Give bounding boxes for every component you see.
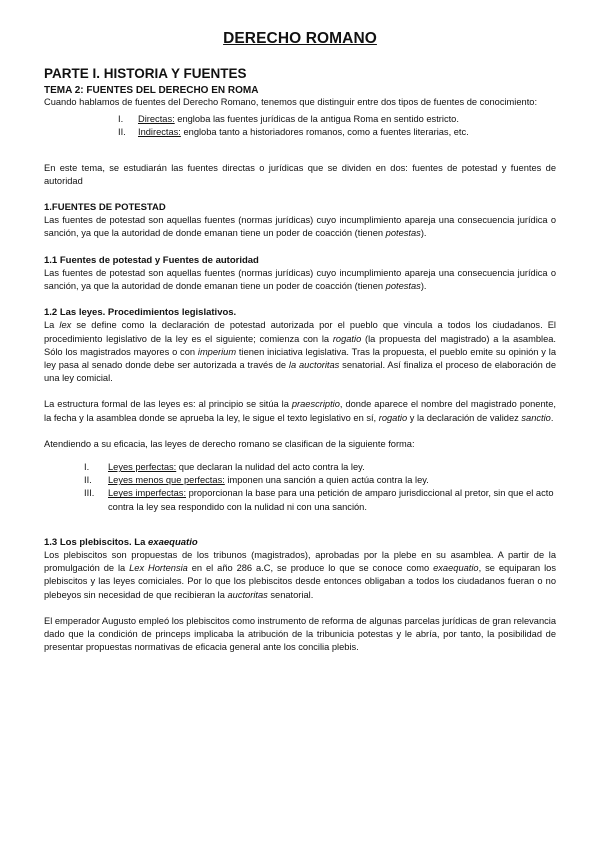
- list-term: Indirectas:: [138, 127, 181, 138]
- list-term: Leyes perfectas:: [108, 462, 177, 473]
- list-number: II.: [118, 127, 126, 138]
- intro-paragraph: Cuando hablamos de fuentes del Derecho Romano, tenemos que distinguir entre dos tipos de fuentes de conocimiento:: [44, 97, 538, 107]
- list-text: que declaran la nulidad del acto contra la ley.: [176, 462, 365, 473]
- list-text: proporcionan la base para una petición de amparo jurisdiccional al pretor, sin que el acto contra la ley sea respondido con la nulidad ni con una sanción.: [108, 488, 554, 512]
- section-1-paragraph: Las fuentes de potestad son aquellas fuentes (normas jurídicas) cuyo incumplimiento apareja una consecuencia jurídica o sanción, ya que la autoridad de donde emanan tiene un poder de coacción (tienen potestas).: [44, 215, 556, 239]
- list-text: imponen una sanción a quien actúa contra la ley.: [224, 475, 429, 486]
- section-1-1-paragraph: Las fuentes de potestad son aquellas fuentes (normas jurídicas) cuyo incumplimiento apareja una consecuencia jurídica o sanción, ya que la autoridad de donde emanan tiene un poder de coacción (tienen potestas).: [44, 267, 556, 292]
- list-text: engloba las fuentes jurídicas de la antigua Roma en sentido estricto.: [174, 114, 459, 125]
- list-item: [84, 461, 556, 474]
- list-item: [118, 113, 556, 126]
- list-number: III.: [84, 488, 95, 499]
- tema-scope-paragraph: En este tema, se estudiarán las fuentes directas o jurídicas que se dividen en dos: fuentes de potestad y fuentes de autoridad: [44, 162, 556, 186]
- document-page: [44, 30, 556, 655]
- section-title-1-1: 1.1 Fuentes de potestad y Fuentes de autoridad: [44, 254, 259, 266]
- section-title-1-3: 1.3 Los plebiscitos. La exaequatio: [44, 536, 198, 548]
- section-title-1: 1.FUENTES DE POTESTAD: [44, 202, 166, 214]
- section-1-2-paragraph-3: Atendiendo a su eficacia, las leyes de derecho romano se clasifican de la siguiente forma:: [44, 438, 415, 449]
- section-1-2-paragraph-2: La estructura formal de las leyes es: al principio se sitúa la praescriptio, donde aparece el nombre del magistrado ponente, la fecha y la asamblea donde se aprueba la ley, le sigue el texto legislativo en sí, rogatio y la declaración de validez sanctio.: [44, 399, 556, 423]
- list-number: I.: [84, 462, 90, 473]
- list-term: Leyes imperfectas:: [108, 488, 187, 499]
- list-number: I.: [118, 114, 124, 125]
- list-item: [84, 487, 556, 513]
- source-types-list: [44, 113, 556, 139]
- document-title: DERECHO ROMANO: [223, 30, 377, 47]
- list-item: [118, 126, 556, 139]
- part-title: PARTE I. HISTORIA Y FUENTES: [44, 66, 247, 81]
- law-types-list: [44, 461, 556, 514]
- list-term: Leyes menos que perfectas:: [108, 475, 225, 486]
- list-number: II.: [84, 475, 92, 486]
- section-1-3-paragraph-2: El emperador Augusto empleó los plebiscitos como instrumento de reforma de algunas parcelas jurídicas de gran relevancia dado que la condición de princeps implicaba la atribución de la tribunicia potestas y le abría, por tanto, la posibilidad de presentar propuestas normativas de eficacia general ante los concilia plebis.: [44, 615, 556, 653]
- tema-title: TEMA 2: FUENTES DEL DERECHO EN ROMA: [44, 85, 259, 96]
- list-item: [84, 474, 556, 487]
- section-1-2-paragraph-1: La lex se define como la declaración de potestad autorizada por el pueblo que vincula a todos los ciudadanos. El procedimiento legislativo de la ley es el siguiente; comienza con la rogatio (la propuesta del magistrado) a la asamblea. Sólo los magistrados mayores o con imperium tienen iniciativa legislativa. Tras la propuesta, el pueblo emite su opinión y la ley pasa al senado donde debe ser autorizada a través de la auctoritas senatorial. Así finaliza el proceso de elaboración de una ley comicial.: [44, 320, 557, 384]
- section-title-1-2: 1.2 Las leyes. Procedimientos legislativos.: [44, 307, 237, 319]
- section-1-3-paragraph-1: Los plebiscitos son propuestas de los tribunos (magistrados), aprobadas por la plebe en su asamblea. A partir de la promulgación de la Lex Hortensia en el año 286 a.C, se produce lo que se conoce como exaequatio, se equiparan los plebiscitos y las leyes comiciales. Por lo que los plebiscitos desde entonces obligaban a todos los ciudadanos fueran o no plebeyos sin necesidad de que recibieran la auctoritas senatorial.: [44, 550, 556, 600]
- list-term: Directas:: [138, 114, 175, 125]
- list-text: engloba tanto a historiadores romanos, como a fuentes literarias, etc.: [180, 127, 469, 138]
